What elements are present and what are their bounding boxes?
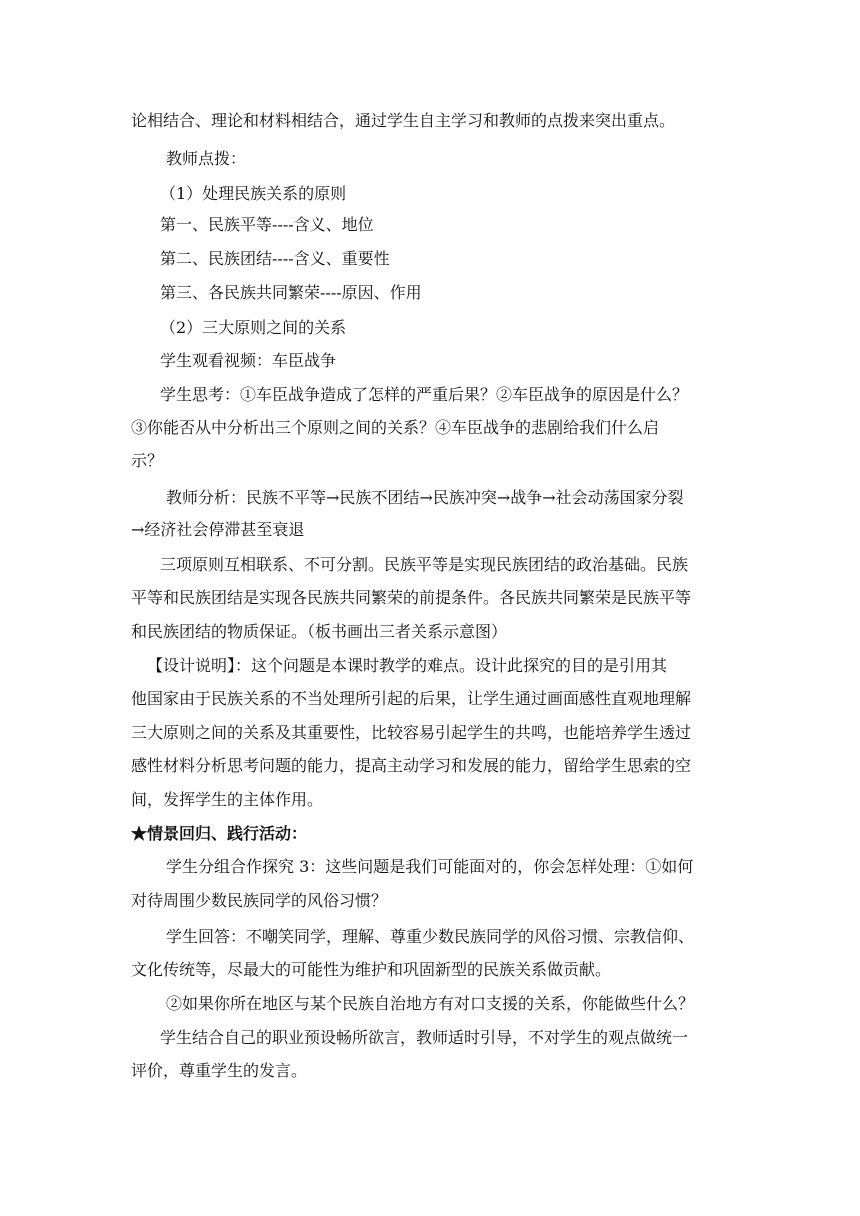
activity-heading: ★情景回归、践行活动：	[131, 824, 308, 843]
paragraph-line: 他国家由于民族关系的不当处理所引起的后果，让学生通过画面感性直观地理解	[131, 689, 692, 708]
paragraph-line: 示？	[131, 451, 164, 470]
paragraph-line: 评价，尊重学生的发言。	[131, 1061, 308, 1080]
paragraph-line: 间，发挥学生的主体作用。	[131, 790, 324, 809]
principle-item: 第二、民族团结----含义、重要性	[160, 249, 390, 268]
paragraph-line: 学生结合自己的职业预设畅所欲言，教师适时引导，不对学生的观点做统一	[160, 1028, 689, 1047]
paragraph-line: 文化传统等，尽最大的可能性为维护和巩固新型的民族关系做贡献。	[131, 960, 612, 979]
teacher-guide-heading: 教师点拨：	[166, 149, 247, 168]
paragraph-line: 学生回答：不嘲笑同学，理解、尊重少数民族同学的风俗习惯、宗教信仰、	[166, 927, 695, 946]
paragraph-line: 三大原则之间的关系及其重要性，比较容易引起学生的共鸣，也能培养学生透过	[131, 723, 692, 742]
paragraph-line: 论相结合、理论和材料相结合，通过学生自主学习和教师的点拨来突出重点。	[131, 111, 676, 130]
section-heading: （2）三大原则之间的关系	[160, 318, 347, 337]
paragraph-line: 教师分析：民族不平等→民族不团结→民族冲突→战争→社会动荡国家分裂	[166, 488, 684, 507]
paragraph-line: 学生思考：①车臣战争造成了怎样的严重后果？②车臣战争的原因是什么？	[160, 385, 689, 404]
section-heading: （1）处理民族关系的原则	[160, 184, 347, 203]
principle-item: 第一、民族平等----含义、地位	[160, 215, 374, 234]
paragraph-line: 感性材料分析思考问题的能力，提高主动学习和发展的能力，留给学生思索的空	[131, 756, 692, 775]
paragraph-line: 对待周围少数民族同学的风俗习惯？	[131, 891, 388, 910]
principle-item: 第三、各民族共同繁荣----原因、作用	[160, 283, 422, 302]
paragraph-line: 学生分组合作探究 3：这些问题是我们可能面对的，你会怎样处理：①如何	[166, 857, 694, 876]
paragraph-line: 和民族团结的物质保证。（板书画出三者关系示意图）	[131, 622, 508, 641]
paragraph-line: 学生观看视频：车臣战争	[160, 351, 337, 370]
paragraph-line: 三项原则互相联系、不可分割。民族平等是实现民族团结的政治基础。民族	[160, 555, 689, 574]
design-note-line: 【设计说明】：这个问题是本课时教学的难点。设计此探究的目的是引用其	[147, 656, 668, 675]
paragraph-line: 平等和民族团结是实现各民族共同繁荣的前提条件。各民族共同繁荣是民族平等	[131, 588, 692, 607]
paragraph-line: ③你能否从中分析出三个原则之间的关系？④车臣战争的悲剧给我们什么启	[131, 418, 660, 437]
paragraph-line: ②如果你所在地区与某个民族自治地方有对口支援的关系，你能做些什么？	[166, 994, 695, 1013]
paragraph-line: →经济社会停滞甚至衰退	[131, 520, 305, 539]
